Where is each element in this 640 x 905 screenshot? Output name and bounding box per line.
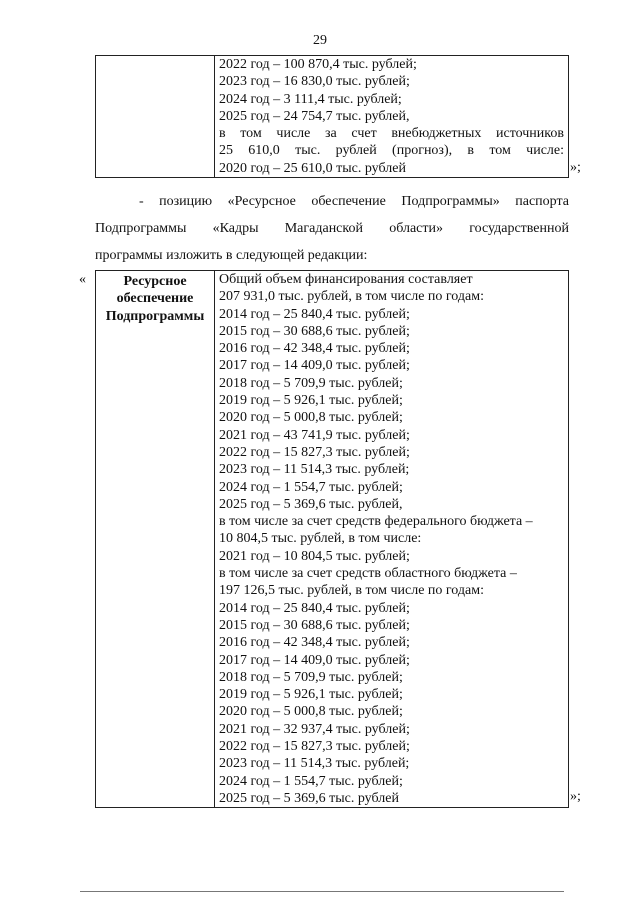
funding-line: 2024 год – 3 111,4 тыс. рублей; xyxy=(219,91,402,107)
funding-line: 2018 год – 5 709,9 тыс. рублей; xyxy=(219,669,403,685)
funding-line: 2019 год – 5 926,1 тыс. рублей; xyxy=(219,687,403,703)
closing-quote: »; xyxy=(570,160,581,175)
funding-line: 2021 год – 10 804,5 тыс. рублей; xyxy=(219,548,410,564)
funding-line: 2020 год – 5 000,8 тыс. рублей; xyxy=(219,410,403,426)
funding-line: 2017 год – 14 409,0 тыс. рублей; xyxy=(219,652,410,668)
table-empty-left-cell xyxy=(96,56,215,178)
funding-line: в том числе за счет средств областного бюджета – xyxy=(219,566,517,582)
funding-line: 197 126,5 тыс. рублей, в том числе по годам: xyxy=(219,583,484,599)
funding-line: 2025 год – 5 369,6 тыс. рублей, xyxy=(219,496,403,512)
funding-line: в том числе за счет средств федерального бюджета – xyxy=(219,514,533,530)
funding-line: 207 931,0 тыс. рублей, в том числе по годам: xyxy=(219,289,484,305)
resource-provision-value-cell xyxy=(215,271,569,808)
funding-line: 2022 год – 15 827,3 тыс. рублей; xyxy=(219,444,410,460)
resource-provision-label-cell xyxy=(96,271,215,808)
funding-line: 10 804,5 тыс. рублей, в том числе: xyxy=(219,531,422,547)
funding-line: 2024 год – 1 554,7 тыс. рублей; xyxy=(219,479,403,495)
footer-rule xyxy=(80,891,564,892)
funding-line: 2015 год – 30 688,6 тыс. рублей; xyxy=(219,323,410,339)
funding-line: 2019 год – 5 926,1 тыс. рублей; xyxy=(219,393,403,409)
label-line: Ресурсное xyxy=(123,274,187,289)
funding-line: 2014 год – 25 840,4 тыс. рублей; xyxy=(219,600,410,616)
funding-cell-continued xyxy=(215,56,569,178)
funding-line: 2025 год – 24 754,7 тыс. рублей, xyxy=(219,108,410,124)
paragraph-line: Подпрограммы «Кадры Магаданской области» государственной xyxy=(95,221,569,236)
funding-line: 2015 год – 30 688,6 тыс. рублей; xyxy=(219,617,410,633)
funding-table-continued xyxy=(95,55,569,178)
page-number: 29 xyxy=(313,33,327,48)
funding-line: 2020 год – 25 610,0 тыс. рублей xyxy=(219,160,406,176)
funding-line: 2017 год – 14 409,0 тыс. рублей; xyxy=(219,358,410,374)
label-line: Подпрограммы xyxy=(105,308,205,324)
funding-line: 2014 год – 25 840,4 тыс. рублей; xyxy=(219,306,410,322)
paragraph-line: программы изложить в следующей редакции: xyxy=(95,248,368,263)
funding-line: 2016 год – 42 348,4 тыс. рублей; xyxy=(219,635,410,651)
funding-line: 2021 год – 43 741,9 тыс. рублей; xyxy=(219,427,410,443)
opening-quote: « xyxy=(79,272,86,287)
paragraph-line: - позицию «Ресурсное обеспечение Подпрограммы» паспорта xyxy=(139,194,569,209)
funding-line: Общий объем финансирования составляет xyxy=(219,272,473,287)
resource-provision-table xyxy=(95,270,569,808)
funding-line: 2022 год – 15 827,3 тыс. рублей; xyxy=(219,739,410,755)
funding-line: 2025 год – 5 369,6 тыс. рублей xyxy=(219,790,399,806)
funding-line: 2023 год – 11 514,3 тыс. рублей; xyxy=(219,462,410,478)
funding-line: 2016 год – 42 348,4 тыс. рублей; xyxy=(219,341,410,357)
closing-quote: »; xyxy=(570,789,581,804)
funding-line: 2023 год – 16 830,0 тыс. рублей; xyxy=(219,74,410,90)
funding-line: 2024 год – 1 554,7 тыс. рублей; xyxy=(219,773,403,789)
label-line: обеспечение xyxy=(116,291,194,307)
funding-line: 2022 год – 100 870,4 тыс. рублей; xyxy=(219,57,417,72)
funding-line: 25 610,0 тыс. рублей (прогноз), в том числе: xyxy=(219,143,564,159)
funding-line: в том числе за счет внебюджетных источников xyxy=(219,126,564,142)
funding-line: 2023 год – 11 514,3 тыс. рублей; xyxy=(219,756,410,772)
funding-line: 2021 год – 32 937,4 тыс. рублей; xyxy=(219,721,410,737)
funding-line: 2018 год – 5 709,9 тыс. рублей; xyxy=(219,375,403,391)
funding-line: 2020 год – 5 000,8 тыс. рублей; xyxy=(219,704,403,720)
